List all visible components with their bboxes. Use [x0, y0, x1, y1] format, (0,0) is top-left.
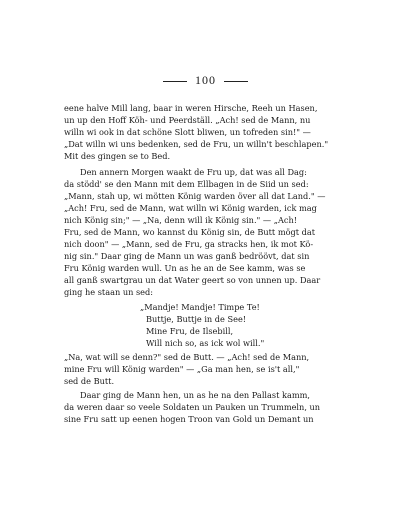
text-line: Fru König warden wull. Un as he an de See kamm, was se — [64, 263, 306, 273]
text-line: „Dat willn wi uns bedenken, sed de Fru, un willn't beschlapen." — [64, 139, 329, 149]
text-line: da stödd' se den Mann mit dem Ellbagen in de Siid un sed: — [64, 179, 309, 189]
text-line: Daar ging de Mann hen, un as he na den Pallast kamm, — [80, 390, 311, 400]
text-line: „Mann, stah up, wi mötten König warden över all dat Land." — — [64, 191, 326, 201]
text-line: „Na, wat will se denn?" sed de Butt. — „Ach! sed de Mann, — [64, 352, 310, 362]
page-number: 100 — [195, 73, 216, 87]
text-line: nich doon" — „Mann, sed de Fru, ga stracks hen, ik mot Kö- — [64, 239, 314, 249]
verse-line: Buttje, Buttje in de See! — [146, 314, 247, 324]
page-header — [0, 73, 411, 88]
verse-line: Will nich so, as ick wol will." — [146, 338, 265, 348]
verse-line: „Mandje! Mandje! Timpe Te! — [140, 302, 260, 312]
text-line: ging he staan un sed: — [64, 287, 154, 297]
text-line: „Ach! Fru, sed de Mann, wat willn wi König warden, ick mag — [64, 203, 317, 213]
text-line: sed de Butt. — [64, 376, 115, 386]
text-line: Den annern Morgen waakt de Fru up, dat was all Dag: — [80, 167, 307, 177]
text-line: willn wi ook in dat schöne Slott bliwen, un tofreden sin!" — — [64, 127, 311, 137]
text-line: Fru, sed de Mann, wo kannst du König sin, de Butt mögt dat — [64, 227, 316, 237]
text-line: un up den Hoff Köh- und Peerdställ. „Ach! sed de Mann, nu — [64, 115, 311, 125]
verse-line: Mine Fru, de Ilsebill, — [146, 326, 234, 336]
header-rule-right — [224, 81, 248, 82]
header-rule-left — [163, 81, 187, 82]
text-line: sine Fru satt up eenen hogen Troon van Gold un Demant un — [64, 414, 314, 424]
text-line: da weren daar so veele Soldaten un Pauken un Trummeln, un — [64, 402, 321, 412]
text-line: all ganß swartgrau un dat Water geert so von unnen up. Daar — [64, 275, 321, 285]
text-line: nig sin." Daar ging de Mann un was ganß bedröövt, dat sin — [64, 251, 310, 261]
text-line: eene halve Mill lang, baar in weren Hirsche, Reeh un Hasen, — [64, 103, 318, 113]
text-line: nich König sin;" — „Na, denn will ik König sin." — „Ach! — [64, 215, 298, 225]
text-line: Mit des gingen se to Bed. — [64, 151, 171, 161]
text-line: mine Fru will König warden" — „Ga man hen, se is't all," — [64, 364, 300, 374]
